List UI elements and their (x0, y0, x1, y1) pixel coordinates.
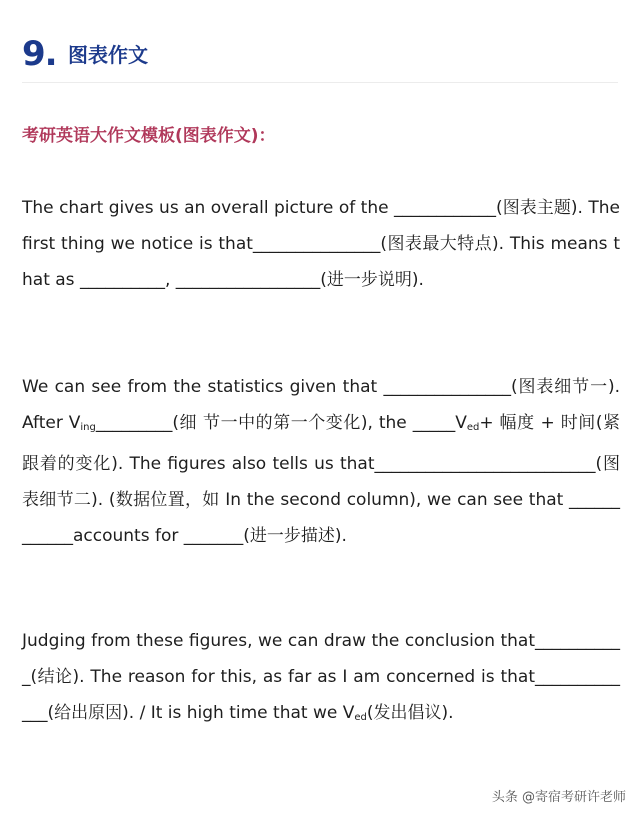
paragraph-3 (22, 623, 620, 736)
paragraph-2-subscript-2: ed (466, 422, 480, 433)
paragraph-1: The chart gives us an overall picture of the ____________(图表主题). The first thing we notice is that_______________(图表最大特点). This means that as __________, _________________(进一步说明). (22, 198, 620, 290)
paragraph-2-part-2: _________(细 节一中的第一个变化), the _____V (95, 413, 467, 433)
paragraph-2 (22, 369, 620, 554)
section-title: 图表作文 (68, 43, 148, 67)
paragraph-3-part-2: (发出倡议). (366, 703, 454, 723)
section-header (22, 34, 618, 83)
paragraph-2-subscript-1: ing (80, 422, 96, 433)
watermark: 头条 @寄宿考研许老师 (491, 790, 626, 805)
template-subtitle: 考研英语大作文模板(图表作文)： (22, 126, 276, 146)
paragraph-3-part-1: Judging from these figures, we can draw the conclusion that___________(结论). The reason for this, as far as I am concerned is that_____________(给出原因). / It is high time that we V (22, 631, 620, 723)
paragraph-2-part-1: We can see from the statistics given that _______________(图表细节一). After V (22, 377, 620, 433)
paragraph-2-part-3: + 幅度 + 时间(紧跟着的变化). The figures also tells us that__________________________(图表细节二). (数据位置，如 In the second column), we can see that ____________accounts for _______(进一步描述). (22, 413, 620, 546)
paragraph-3-subscript-1: ed (354, 712, 367, 723)
section-number: 9. (22, 34, 57, 74)
